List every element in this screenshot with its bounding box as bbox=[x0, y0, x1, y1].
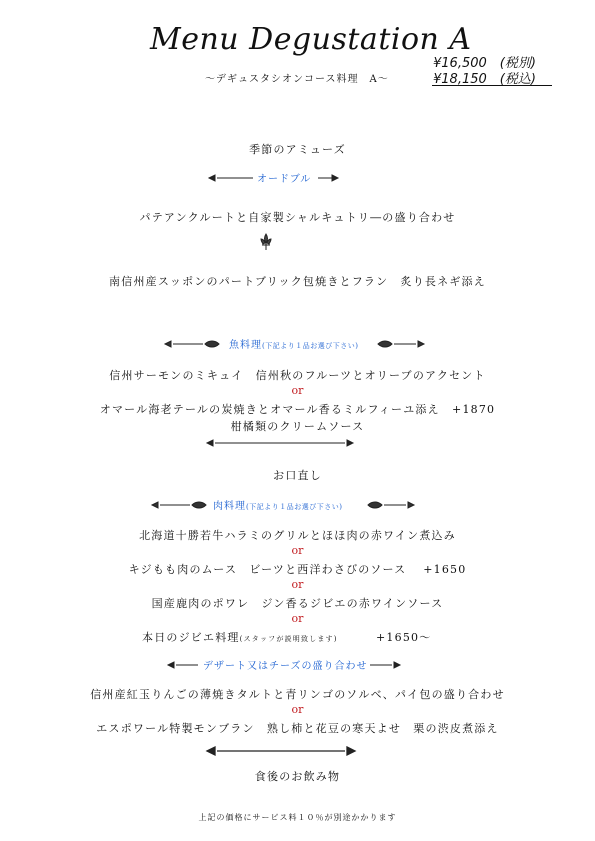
dessert-option-2: エスポワール特製モンブラン 熟し柿と花豆の寒天よせ 栗の渋皮煮添え bbox=[96, 722, 499, 735]
palate-cleanser: お口直し bbox=[273, 469, 322, 482]
or-divider: or bbox=[291, 578, 304, 591]
hors-doeuvre-ornament-right bbox=[316, 173, 340, 183]
dessert-section-label: デザート又はチーズの盛り合わせ bbox=[203, 661, 368, 672]
dessert-ornament-left bbox=[166, 660, 200, 670]
service-charge-note: 上記の価格にサービス料１０％が別途かかります bbox=[198, 813, 397, 822]
meat-option-2: キジもも肉のムース ビーツと西洋わさびのソース +1650 bbox=[128, 563, 467, 576]
hors-doeuvre-label: オードブル bbox=[257, 174, 312, 185]
meat-option-4-price: +1650～ bbox=[376, 631, 432, 644]
meat-option-3: 国産鹿肉のポワレ ジン香るジビエの赤ワインソース bbox=[151, 597, 444, 610]
amuse: 季節のアミューズ bbox=[249, 143, 346, 156]
menu-title: Menu Degustation A bbox=[150, 22, 472, 57]
meat-ornament-right bbox=[366, 500, 416, 510]
price-underline bbox=[432, 85, 552, 86]
price-tax-included: ¥18,150 (税込) bbox=[433, 72, 536, 87]
fish-section-label: 魚料理(下記より１品お選び下さい) bbox=[229, 340, 359, 351]
dessert-option-1: 信州産紅玉りんごの薄焼きタルトと青リンゴのソルベ、パイ包の盛り合わせ bbox=[90, 688, 505, 701]
meat-option-1: 北海道十勝若牛ハラミのグリルとほほ肉の赤ワイン煮込み bbox=[139, 529, 456, 542]
or-divider: or bbox=[291, 703, 304, 716]
fish-option-2: オマール海老テールの炭焼きとオマール香るミルフィーユ添え +1870 bbox=[99, 403, 496, 416]
hors-doeuvre: パテアンクルートと自家製シャルキュトリ―の盛り合わせ bbox=[139, 211, 456, 224]
meat-section-label: 肉料理(下記より１品お選び下さい) bbox=[213, 501, 343, 512]
fish-option-2-sauce: 柑橘類のクリームソース bbox=[230, 420, 365, 433]
or-divider: or bbox=[291, 612, 304, 625]
fish-divider-ornament bbox=[205, 438, 355, 448]
price-tax-excluded: ¥16,500 (税別) bbox=[433, 56, 536, 71]
menu-subtitle: ～デギュスタシオンコース料理 A～ bbox=[205, 74, 389, 85]
fleur-de-lis-icon bbox=[259, 233, 273, 251]
meat-option-4: 本日のジビエ料理(スタッフが説明致します) bbox=[142, 631, 338, 644]
dessert-divider-ornament bbox=[205, 745, 357, 757]
fish-option-1: 信州サーモンのミキュイ 信州秋のフルーツとオリーブのアクセント bbox=[109, 369, 486, 382]
meat-ornament-left bbox=[150, 500, 210, 510]
after-meal-drink: 食後のお飲み物 bbox=[254, 770, 341, 783]
fish-ornament-left bbox=[163, 339, 223, 349]
dessert-ornament-right bbox=[368, 660, 402, 670]
or-divider: or bbox=[291, 544, 304, 557]
or-divider: or bbox=[291, 384, 304, 397]
hors-doeuvre-ornament-left bbox=[207, 173, 255, 183]
second-dish: 南信州産スッポンのパートブリック包焼きとフラン 炙り長ネギ添え bbox=[109, 275, 486, 288]
fish-ornament-right bbox=[376, 339, 426, 349]
